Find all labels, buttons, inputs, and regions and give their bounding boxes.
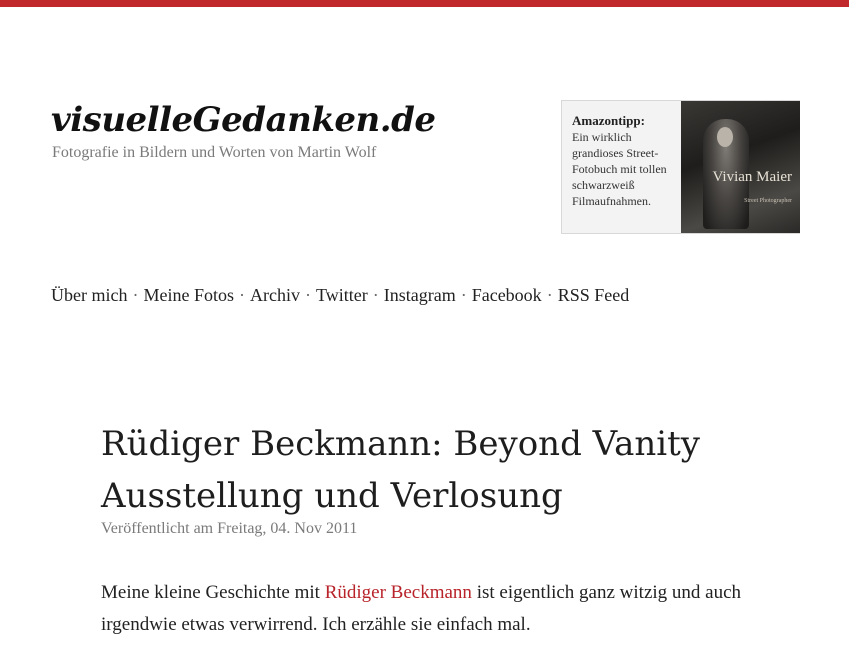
nav-item-instagram[interactable]: Instagram bbox=[383, 285, 456, 305]
book-cover-image[interactable] bbox=[681, 101, 800, 233]
amazon-tip-description: Ein wirklich grandioses Street-Fotobuch mit tollen schwarzweiß Filmaufnahmen. bbox=[572, 130, 667, 208]
amazon-tip-box[interactable] bbox=[561, 100, 800, 234]
cover-author-name: Vivian Maier bbox=[712, 169, 792, 185]
nav-item-facebook[interactable]: Facebook bbox=[471, 285, 542, 305]
nav-item-archiv[interactable]: Archiv bbox=[250, 285, 300, 305]
nav-item-twitter[interactable]: Twitter bbox=[315, 285, 368, 305]
nav-item-ueber-mich[interactable]: Über mich bbox=[51, 285, 128, 305]
nav-item-meine-fotos[interactable]: Meine Fotos bbox=[143, 285, 234, 305]
nav-separator: · bbox=[546, 285, 553, 305]
post-body-link-ruediger-beckmann[interactable]: Rüdiger Beckmann bbox=[324, 582, 472, 603]
site-tagline: Fotografie in Bildern und Worten von Martin Wolf bbox=[52, 144, 377, 161]
nav-separator: · bbox=[132, 285, 139, 305]
post-body-text-before: Meine kleine Geschichte mit bbox=[101, 582, 325, 603]
site-title[interactable]: visuelleGedanken.de bbox=[51, 100, 436, 140]
nav-separator: · bbox=[460, 285, 467, 305]
nav-separator: · bbox=[372, 285, 379, 305]
nav-separator: · bbox=[239, 285, 245, 305]
post-date: Veröffentlicht am Freitag, 04. Nov 2011 bbox=[101, 520, 358, 537]
post-body-text-after: ist eigentlich ganz witzig und auch irgendwie etwas verwirrend. Ich erzähle sie einfach mal. bbox=[101, 582, 742, 635]
cover-photo-face bbox=[717, 127, 733, 147]
main-navigation bbox=[51, 285, 629, 306]
post-body-paragraph bbox=[101, 577, 781, 641]
amazon-tip-heading: Amazontipp: bbox=[572, 113, 645, 128]
nav-separator: · bbox=[304, 285, 311, 305]
amazon-tip-text-block bbox=[572, 113, 678, 209]
cover-subtitle: Street Photographer bbox=[744, 198, 792, 204]
post-title[interactable]: Rüdiger Beckmann: Beyond Vanity Ausstellung und Verlosung bbox=[101, 424, 701, 516]
top-accent-bar bbox=[0, 0, 849, 7]
nav-item-rss-feed[interactable]: RSS Feed bbox=[557, 285, 630, 305]
